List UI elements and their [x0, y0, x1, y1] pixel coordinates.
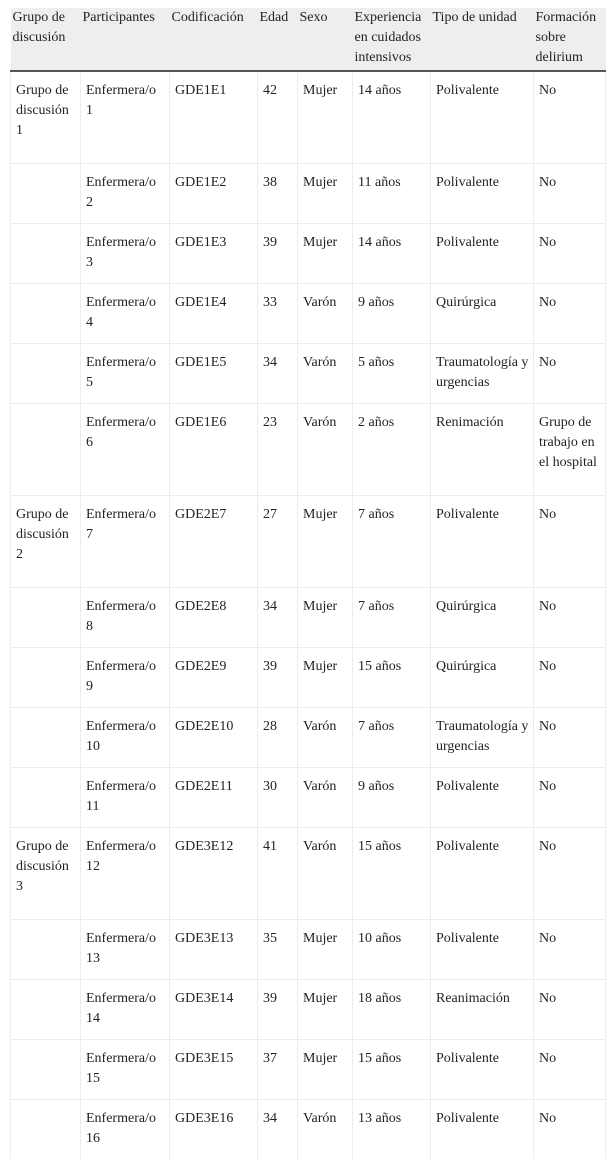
header-codificacion: Codificación [170, 8, 258, 71]
cell-formacion: No [534, 980, 606, 1040]
cell-edad: 33 [258, 284, 298, 344]
cell-experiencia: 14 años [353, 224, 431, 284]
cell-edad: 38 [258, 164, 298, 224]
cell-sexo: Mujer [298, 224, 353, 284]
header-edad: Edad [258, 8, 298, 71]
cell-formacion: No [534, 768, 606, 828]
cell-grupo [11, 284, 81, 344]
cell-formacion: No [534, 828, 606, 920]
cell-edad: 35 [258, 920, 298, 980]
cell-tipo-unidad: Quirúrgica [431, 648, 534, 708]
cell-grupo: Grupo de discusión 2 [11, 496, 81, 588]
cell-grupo [11, 920, 81, 980]
cell-tipo-unidad: Reanimación [431, 980, 534, 1040]
cell-codificacion: GDE1E6 [170, 404, 258, 496]
cell-sexo: Varón [298, 828, 353, 920]
header-experiencia: Experiencia en cuidados intensivos [353, 8, 431, 71]
cell-edad: 27 [258, 496, 298, 588]
cell-experiencia: 7 años [353, 708, 431, 768]
cell-codificacion: GDE2E11 [170, 768, 258, 828]
cell-experiencia: 9 años [353, 284, 431, 344]
cell-edad: 23 [258, 404, 298, 496]
table-row [11, 71, 606, 164]
cell-participante: Enfermera/o 3 [81, 224, 170, 284]
header-formacion: Formación sobre delirium [534, 8, 606, 71]
cell-grupo [11, 1100, 81, 1159]
cell-codificacion: GDE3E15 [170, 1040, 258, 1100]
cell-tipo-unidad: Polivalente [431, 496, 534, 588]
cell-sexo: Mujer [298, 920, 353, 980]
cell-codificacion: GDE2E8 [170, 588, 258, 648]
cell-formacion: No [534, 1100, 606, 1159]
table-row [11, 224, 606, 284]
cell-edad: 30 [258, 768, 298, 828]
table-row [11, 1040, 606, 1100]
cell-tipo-unidad: Polivalente [431, 920, 534, 980]
cell-codificacion: GDE1E3 [170, 224, 258, 284]
cell-edad: 39 [258, 224, 298, 284]
cell-tipo-unidad: Polivalente [431, 71, 534, 164]
cell-sexo: Varón [298, 1100, 353, 1159]
table-row [11, 496, 606, 588]
cell-formacion: No [534, 71, 606, 164]
cell-participante: Enfermera/o 1 [81, 71, 170, 164]
cell-codificacion: GDE3E14 [170, 980, 258, 1040]
table-row [11, 284, 606, 344]
header-participantes: Participantes [81, 8, 170, 71]
table-row [11, 648, 606, 708]
cell-participante: Enfermera/o 11 [81, 768, 170, 828]
cell-participante: Enfermera/o 7 [81, 496, 170, 588]
table-row [11, 588, 606, 648]
cell-experiencia: 11 años [353, 164, 431, 224]
table-row [11, 344, 606, 404]
cell-formacion: No [534, 588, 606, 648]
cell-grupo [11, 164, 81, 224]
cell-edad: 34 [258, 344, 298, 404]
cell-tipo-unidad: Polivalente [431, 1100, 534, 1159]
cell-participante: Enfermera/o 9 [81, 648, 170, 708]
cell-experiencia: 15 años [353, 648, 431, 708]
cell-codificacion: GDE3E16 [170, 1100, 258, 1159]
cell-tipo-unidad: Traumatología y urgencias [431, 708, 534, 768]
table-row [11, 1100, 606, 1159]
cell-edad: 41 [258, 828, 298, 920]
cell-tipo-unidad: Polivalente [431, 828, 534, 920]
cell-tipo-unidad: Polivalente [431, 768, 534, 828]
cell-experiencia: 13 años [353, 1100, 431, 1159]
cell-participante: Enfermera/o 13 [81, 920, 170, 980]
cell-tipo-unidad: Quirúrgica [431, 284, 534, 344]
cell-participante: Enfermera/o 12 [81, 828, 170, 920]
cell-formacion: No [534, 284, 606, 344]
cell-codificacion: GDE3E12 [170, 828, 258, 920]
cell-sexo: Mujer [298, 496, 353, 588]
cell-edad: 28 [258, 708, 298, 768]
cell-participante: Enfermera/o 6 [81, 404, 170, 496]
cell-formacion: No [534, 344, 606, 404]
table-row [11, 920, 606, 980]
cell-sexo: Varón [298, 768, 353, 828]
cell-sexo: Mujer [298, 1040, 353, 1100]
cell-participante: Enfermera/o 8 [81, 588, 170, 648]
cell-edad: 34 [258, 588, 298, 648]
table-row [11, 980, 606, 1040]
table-row [11, 768, 606, 828]
cell-tipo-unidad: Traumatología y urgencias [431, 344, 534, 404]
cell-experiencia: 10 años [353, 920, 431, 980]
cell-edad: 42 [258, 71, 298, 164]
cell-codificacion: GDE1E4 [170, 284, 258, 344]
cell-formacion: No [534, 224, 606, 284]
cell-edad: 37 [258, 1040, 298, 1100]
cell-codificacion: GDE1E5 [170, 344, 258, 404]
table-header-row [11, 8, 606, 71]
cell-sexo: Varón [298, 284, 353, 344]
cell-formacion: No [534, 496, 606, 588]
cell-experiencia: 15 años [353, 1040, 431, 1100]
cell-codificacion: GDE3E13 [170, 920, 258, 980]
cell-sexo: Varón [298, 708, 353, 768]
cell-sexo: Varón [298, 404, 353, 496]
cell-experiencia: 15 años [353, 828, 431, 920]
cell-experiencia: 5 años [353, 344, 431, 404]
cell-formacion: No [534, 1040, 606, 1100]
header-grupo: Grupo de discusión [11, 8, 81, 71]
cell-grupo [11, 588, 81, 648]
cell-codificacion: GDE2E7 [170, 496, 258, 588]
cell-sexo: Mujer [298, 71, 353, 164]
cell-edad: 34 [258, 1100, 298, 1159]
cell-experiencia: 7 años [353, 496, 431, 588]
cell-participante: Enfermera/o 16 [81, 1100, 170, 1159]
cell-participante: Enfermera/o 4 [81, 284, 170, 344]
cell-tipo-unidad: Quirúrgica [431, 588, 534, 648]
cell-grupo [11, 1040, 81, 1100]
cell-codificacion: GDE1E2 [170, 164, 258, 224]
cell-tipo-unidad: Polivalente [431, 164, 534, 224]
cell-formacion: No [534, 708, 606, 768]
cell-grupo [11, 708, 81, 768]
participants-table [10, 8, 606, 1159]
cell-tipo-unidad: Polivalente [431, 224, 534, 284]
cell-codificacion: GDE2E10 [170, 708, 258, 768]
header-tipo-unidad: Tipo de unidad [431, 8, 534, 71]
cell-experiencia: 14 años [353, 71, 431, 164]
cell-participante: Enfermera/o 5 [81, 344, 170, 404]
cell-grupo: Grupo de discusión 3 [11, 828, 81, 920]
cell-grupo: Grupo de discusión 1 [11, 71, 81, 164]
cell-participante: Enfermera/o 2 [81, 164, 170, 224]
cell-tipo-unidad: Polivalente [431, 1040, 534, 1100]
cell-formacion: Grupo de trabajo en el hospital [534, 404, 606, 496]
header-sexo: Sexo [298, 8, 353, 71]
cell-experiencia: 2 años [353, 404, 431, 496]
cell-grupo [11, 768, 81, 828]
cell-sexo: Varón [298, 344, 353, 404]
cell-formacion: No [534, 164, 606, 224]
cell-sexo: Mujer [298, 588, 353, 648]
cell-experiencia: 7 años [353, 588, 431, 648]
cell-participante: Enfermera/o 14 [81, 980, 170, 1040]
cell-tipo-unidad: Renimación [431, 404, 534, 496]
cell-grupo [11, 344, 81, 404]
cell-edad: 39 [258, 980, 298, 1040]
cell-formacion: No [534, 648, 606, 708]
cell-edad: 39 [258, 648, 298, 708]
cell-codificacion: GDE1E1 [170, 71, 258, 164]
table-row [11, 828, 606, 920]
cell-codificacion: GDE2E9 [170, 648, 258, 708]
cell-formacion: No [534, 920, 606, 980]
cell-sexo: Mujer [298, 164, 353, 224]
cell-grupo [11, 980, 81, 1040]
table-row [11, 404, 606, 496]
cell-experiencia: 18 años [353, 980, 431, 1040]
cell-participante: Enfermera/o 10 [81, 708, 170, 768]
cell-sexo: Mujer [298, 648, 353, 708]
cell-sexo: Mujer [298, 980, 353, 1040]
cell-grupo [11, 648, 81, 708]
cell-grupo [11, 404, 81, 496]
table-row [11, 708, 606, 768]
cell-experiencia: 9 años [353, 768, 431, 828]
cell-participante: Enfermera/o 15 [81, 1040, 170, 1100]
cell-grupo [11, 224, 81, 284]
table-row [11, 164, 606, 224]
